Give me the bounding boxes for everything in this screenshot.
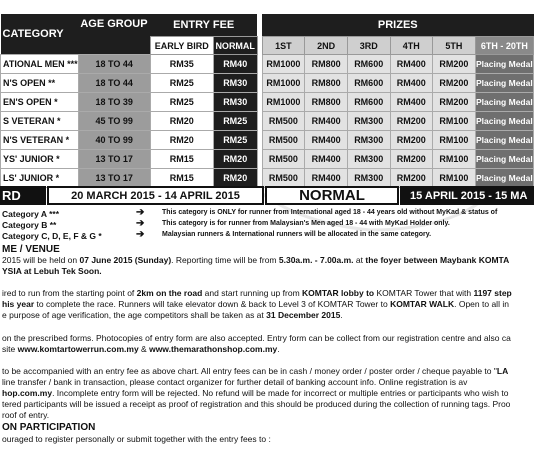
fee-line-4: tered participants will be issued a receipt as proof of registration and this should be produced during the collection of running tags. Proo bbox=[2, 399, 511, 409]
prize-cell: RM500 bbox=[262, 112, 305, 131]
section-heading-participation: ON PARTICIPATION bbox=[2, 422, 96, 433]
prize-cell: RM200 bbox=[390, 150, 433, 169]
normal-fee-cell: RM25 bbox=[213, 131, 257, 150]
prize-cell: RM500 bbox=[262, 131, 305, 150]
normal-band-label: NORMAL bbox=[265, 186, 399, 205]
placing-medal-cell: Placing Medal bbox=[475, 131, 533, 150]
prize-cell: RM200 bbox=[433, 74, 476, 93]
prize-cell: RM200 bbox=[433, 55, 476, 74]
race-line-2: his year to complete the race. Runners will take elevator down & back to Level 3 of KOMTAR Tower to KOMTAR WALK. Open to all in bbox=[2, 299, 509, 309]
race-line-1: ired to run from the starting point of 2km on the road and start running up from KOMTAR lobby to KOMTAR Tower that with 1197 step bbox=[2, 288, 512, 298]
early-bird-fee-cell: RM35 bbox=[150, 55, 213, 74]
arrow-right-icon: ➔ bbox=[136, 207, 145, 218]
placing-medal-cell: Placing Medal bbox=[475, 150, 533, 169]
category-cell: S VETERAN * bbox=[1, 112, 79, 131]
prize-cell: RM400 bbox=[390, 55, 433, 74]
prize-cell: RM100 bbox=[433, 169, 476, 188]
prize-cell: RM600 bbox=[347, 55, 390, 74]
note-text: Malaysian runners & International runners will be allocated in the same category. bbox=[162, 231, 432, 238]
placing-medal-cell: Placing Medal bbox=[475, 112, 533, 131]
prize-cell: RM800 bbox=[305, 93, 348, 112]
category-cell: EN'S OPEN * bbox=[1, 93, 79, 112]
placing-medal-cell: Placing Medal bbox=[475, 169, 533, 188]
time-venue-line-1: 2015 will be held on 07 June 2015 (Sunday). Reporting time will be from 5.30a.m. - 7.00a.m. at the foyer between Maybank KOMTA bbox=[2, 255, 510, 265]
normal-fee-cell: RM30 bbox=[213, 74, 257, 93]
category-cell: ATIONAL MEN *** bbox=[1, 55, 79, 74]
prize-cell: RM500 bbox=[262, 169, 305, 188]
fee-line-2: line transfer / bank in transaction, please contact organizer for further detail of banking account info. Online registration is av bbox=[2, 377, 468, 387]
normal-fee-cell: RM30 bbox=[213, 93, 257, 112]
table-row bbox=[1, 74, 534, 93]
prize-cell: RM300 bbox=[347, 131, 390, 150]
note-text: This category is ONLY for runner from International aged 18 - 44 years old without MyKad & status of bbox=[162, 209, 498, 216]
prize-cell: RM800 bbox=[305, 55, 348, 74]
normal-fee-cell: RM20 bbox=[213, 169, 257, 188]
table-row bbox=[1, 55, 534, 74]
arrow-right-icon: ➔ bbox=[136, 229, 145, 240]
age-group-cell: 45 TO 99 bbox=[78, 112, 150, 131]
early-bird-dates: 20 MARCH 2015 - 14 APRIL 2015 bbox=[47, 186, 264, 205]
time-venue-line-2: YSIA at Lebuh Tek Soon. bbox=[2, 266, 102, 276]
early-bird-fee-cell: RM20 bbox=[150, 112, 213, 131]
prize-cell: RM300 bbox=[347, 169, 390, 188]
early-bird-fee-cell: RM25 bbox=[150, 93, 213, 112]
prize-cell: RM300 bbox=[347, 112, 390, 131]
early-bird-header: EARLY BIRD bbox=[150, 37, 213, 55]
category-cell: N'S VETERAN * bbox=[1, 131, 79, 150]
placing-medal-cell: Placing Medal bbox=[475, 55, 533, 74]
form-line-1: on the prescribed forms. Photocopies of entry form are also accepted. Entry form can be collect from our registration centre and also ca bbox=[2, 333, 511, 343]
placing-medal-cell: Placing Medal bbox=[475, 74, 533, 93]
table-row bbox=[1, 112, 534, 131]
age-group-cell: 18 TO 44 bbox=[78, 55, 150, 74]
early-bird-fee-cell: RM20 bbox=[150, 131, 213, 150]
note-key: Category A *** bbox=[2, 209, 59, 219]
prize-cell: RM400 bbox=[390, 93, 433, 112]
prize-cell: RM100 bbox=[433, 150, 476, 169]
prize-cell: RM400 bbox=[390, 74, 433, 93]
category-cell: YS' JUNIOR * bbox=[1, 150, 79, 169]
note-key: Category C, D, E, F & G * bbox=[2, 231, 102, 241]
prize-cell: RM1000 bbox=[262, 55, 305, 74]
note-text: This category is for runner from Malaysian's Men aged 18 - 44 with MyKad Holder only. bbox=[162, 220, 450, 227]
early-bird-fee-cell: RM15 bbox=[150, 169, 213, 188]
age-group-header: AGE GROUP bbox=[78, 14, 150, 55]
section-heading-time-venue: ME / VENUE bbox=[2, 244, 60, 255]
prize-cell: RM300 bbox=[347, 150, 390, 169]
prize-cell: RM1000 bbox=[262, 74, 305, 93]
age-group-cell: 18 TO 39 bbox=[78, 93, 150, 112]
age-group-cell: 13 TO 17 bbox=[78, 150, 150, 169]
early-bird-fee-cell: RM15 bbox=[150, 150, 213, 169]
normal-fee-cell: RM40 bbox=[213, 55, 257, 74]
age-group-cell: 18 TO 44 bbox=[78, 74, 150, 93]
table-header-row bbox=[1, 14, 534, 37]
prizes-header: PRIZES bbox=[262, 14, 533, 37]
website-link[interactable]: www.themarathonshop.com.my bbox=[149, 344, 278, 354]
prize-col-6th-20th: 6TH - 20TH bbox=[475, 37, 533, 55]
race-line-3: e purpose of age verification, the age competitors shall be taken as at 31 December 2015. bbox=[2, 310, 343, 320]
prize-cell: RM200 bbox=[390, 169, 433, 188]
fee-line-1: to be accompanied with an entry fee as above chart. All entry fees can be in cash / money order / poster order / cheque payable to "LA bbox=[2, 366, 509, 376]
note-key: Category B ** bbox=[2, 220, 57, 230]
prize-cell: RM400 bbox=[305, 150, 348, 169]
prize-col-4th: 4TH bbox=[390, 37, 433, 55]
normal-header: NORMAL bbox=[213, 37, 257, 55]
prize-cell: RM200 bbox=[433, 93, 476, 112]
participation-line-1: ouraged to register personally or submit together with the entry fees to : bbox=[2, 434, 271, 444]
prize-cell: RM200 bbox=[390, 112, 433, 131]
prize-col-5th: 5TH bbox=[433, 37, 476, 55]
table-row bbox=[1, 150, 534, 169]
normal-dates: 15 APRIL 2015 - 15 MA bbox=[400, 186, 534, 205]
prize-cell: RM600 bbox=[347, 93, 390, 112]
table-row bbox=[1, 169, 534, 188]
age-group-cell: 40 TO 99 bbox=[78, 131, 150, 150]
prize-cell: RM600 bbox=[347, 74, 390, 93]
arrow-right-icon: ➔ bbox=[136, 218, 145, 229]
prize-col-1st: 1ST bbox=[262, 37, 305, 55]
form-line-2: site www.komtartowerrun.com.my & www.themarathonshop.com.my. bbox=[2, 344, 280, 354]
website-link[interactable]: www.komtartowerrun.com.my bbox=[17, 344, 139, 354]
entry-fee-header: ENTRY FEE bbox=[150, 14, 257, 37]
entry-fee-table bbox=[0, 14, 534, 188]
prize-cell: RM800 bbox=[305, 74, 348, 93]
prize-cell: RM500 bbox=[262, 150, 305, 169]
prize-cell: RM200 bbox=[390, 131, 433, 150]
prize-col-3rd: 3RD bbox=[347, 37, 390, 55]
table-row bbox=[1, 93, 534, 112]
age-group-cell: 13 TO 17 bbox=[78, 169, 150, 188]
prize-cell: RM400 bbox=[305, 112, 348, 131]
prize-cell: RM400 bbox=[305, 169, 348, 188]
placing-medal-cell: Placing Medal bbox=[475, 93, 533, 112]
prize-cell: RM100 bbox=[433, 112, 476, 131]
normal-fee-cell: RM25 bbox=[213, 112, 257, 131]
category-cell: LS' JUNIOR * bbox=[1, 169, 79, 188]
normal-fee-cell: RM20 bbox=[213, 150, 257, 169]
fee-line-5: roof of entry. bbox=[2, 410, 50, 420]
prize-cell: RM400 bbox=[305, 131, 348, 150]
prize-cell: RM1000 bbox=[262, 93, 305, 112]
early-bird-fee-cell: RM25 bbox=[150, 74, 213, 93]
fee-line-3: hop.com.my. Incomplete entry form will be rejected. No refund will be made for incorrect or multiple entries or participants who wish to bbox=[2, 388, 509, 398]
early-bird-band-label: RD bbox=[0, 186, 46, 205]
prize-col-2nd: 2ND bbox=[305, 37, 348, 55]
prize-cell: RM100 bbox=[433, 131, 476, 150]
category-cell: N'S OPEN ** bbox=[1, 74, 79, 93]
category-header: CATEGORY bbox=[1, 14, 79, 55]
table-row bbox=[1, 131, 534, 150]
